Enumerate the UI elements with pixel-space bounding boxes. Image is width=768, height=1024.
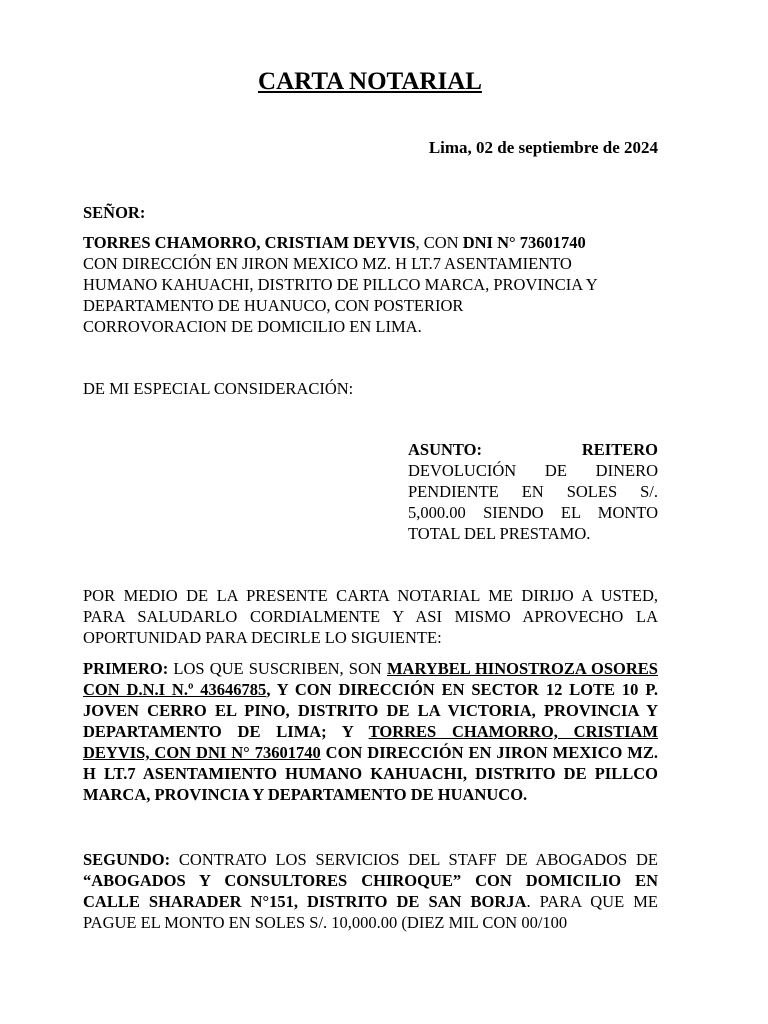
recipient-dni: DNI N° 73601740 [462, 233, 586, 252]
recipient-address-line: CORROVORACION DE DOMICILIO EN LIMA. [83, 317, 422, 336]
subject-label: ASUNTO: [408, 440, 482, 459]
recipient-block [83, 232, 658, 337]
subject-text: DEVOLUCIÓN DE DINERO PENDIENTE EN SOLES S/. 5,000.00 SIENDO EL MONTO TOTAL DEL PRESTAMO. [408, 461, 658, 543]
document-title: CARTA NOTARIAL [258, 68, 482, 95]
clause-segundo-text: CONTRATO LOS SERVICIOS DEL STAFF DE ABOGADOS DE [170, 850, 658, 869]
clause-primero-party1: MARYBEL HINOSTROZA OSORES CON D.N.I N.º 43646785 [83, 659, 658, 699]
clause-primero-text: LOS QUE SUSCRIBEN, SON [168, 659, 387, 678]
recipient-address-line: CON DIRECCIÓN EN JIRON MEXICO MZ. H LT.7 ASENTAMIENTO [83, 254, 572, 273]
consideration-line: DE MI ESPECIAL CONSIDERACIÓN: [83, 379, 354, 398]
salutation: SEÑOR: [83, 203, 146, 222]
recipient-con: , CON [415, 233, 463, 252]
recipient-address-line: DEPARTAMENTO DE HUANUCO, CON POSTERIOR [83, 296, 464, 315]
clause-segundo-firm: “ABOGADOS Y CONSULTORES CHIROQUE” CON DOMICILIO EN CALLE SHARADER N°151, DISTRITO DE SAN BORJA [83, 871, 658, 911]
subject-block [408, 439, 658, 544]
intro-paragraph: POR MEDIO DE LA PRESENTE CARTA NOTARIAL ME DIRIJO A USTED, PARA SALUDARLO CORDIALMENTE Y ASI MISMO APROVECHO LA OPORTUNIDAD PARA DECIRLE LO SIGUIENTE: [83, 586, 658, 647]
recipient-address-line: HUMANO KAHUACHI, DISTRITO DE PILLCO MARCA, PROVINCIA Y [83, 275, 598, 294]
clause-primero-address2: CON DIRECCIÓN EN JIRON MEXICO MZ. H LT.7 ASENTAMIENTO HUMANO KAHUACHI, DISTRITO DE PILLCO MARCA, PROVINCIA Y DEPARTAMENTO DE HUANUCO. [83, 743, 658, 804]
subject-verb: REITERO [581, 440, 658, 459]
recipient-name: TORRES CHAMORRO, CRISTIAM DEYVIS [83, 233, 416, 252]
clause-primero [83, 658, 658, 805]
clause-primero-party2: TORRES CHAMORRO, CRISTIAM DEYVIS, CON DNI N° 73601740 [83, 722, 659, 762]
clause-primero-label: PRIMERO: [83, 659, 169, 678]
clause-primero-address1: , Y CON DIRECCIÓN EN SECTOR 12 LOTE 10 P. JOVEN CERRO EL PINO, DISTRITO DE LA VICTORIA, PROVINCIA Y DEPARTAMENTO DE LIMA; Y [83, 680, 659, 741]
letter-date: Lima, 02 de septiembre de 2024 [428, 138, 658, 157]
clause-segundo [83, 849, 658, 933]
clause-segundo-label: SEGUNDO: [83, 850, 171, 869]
clause-segundo-text2: . PARA QUE ME PAGUE EL MONTO EN SOLES S/. 10,000.00 (DIEZ MIL CON 00/100 [83, 892, 658, 932]
